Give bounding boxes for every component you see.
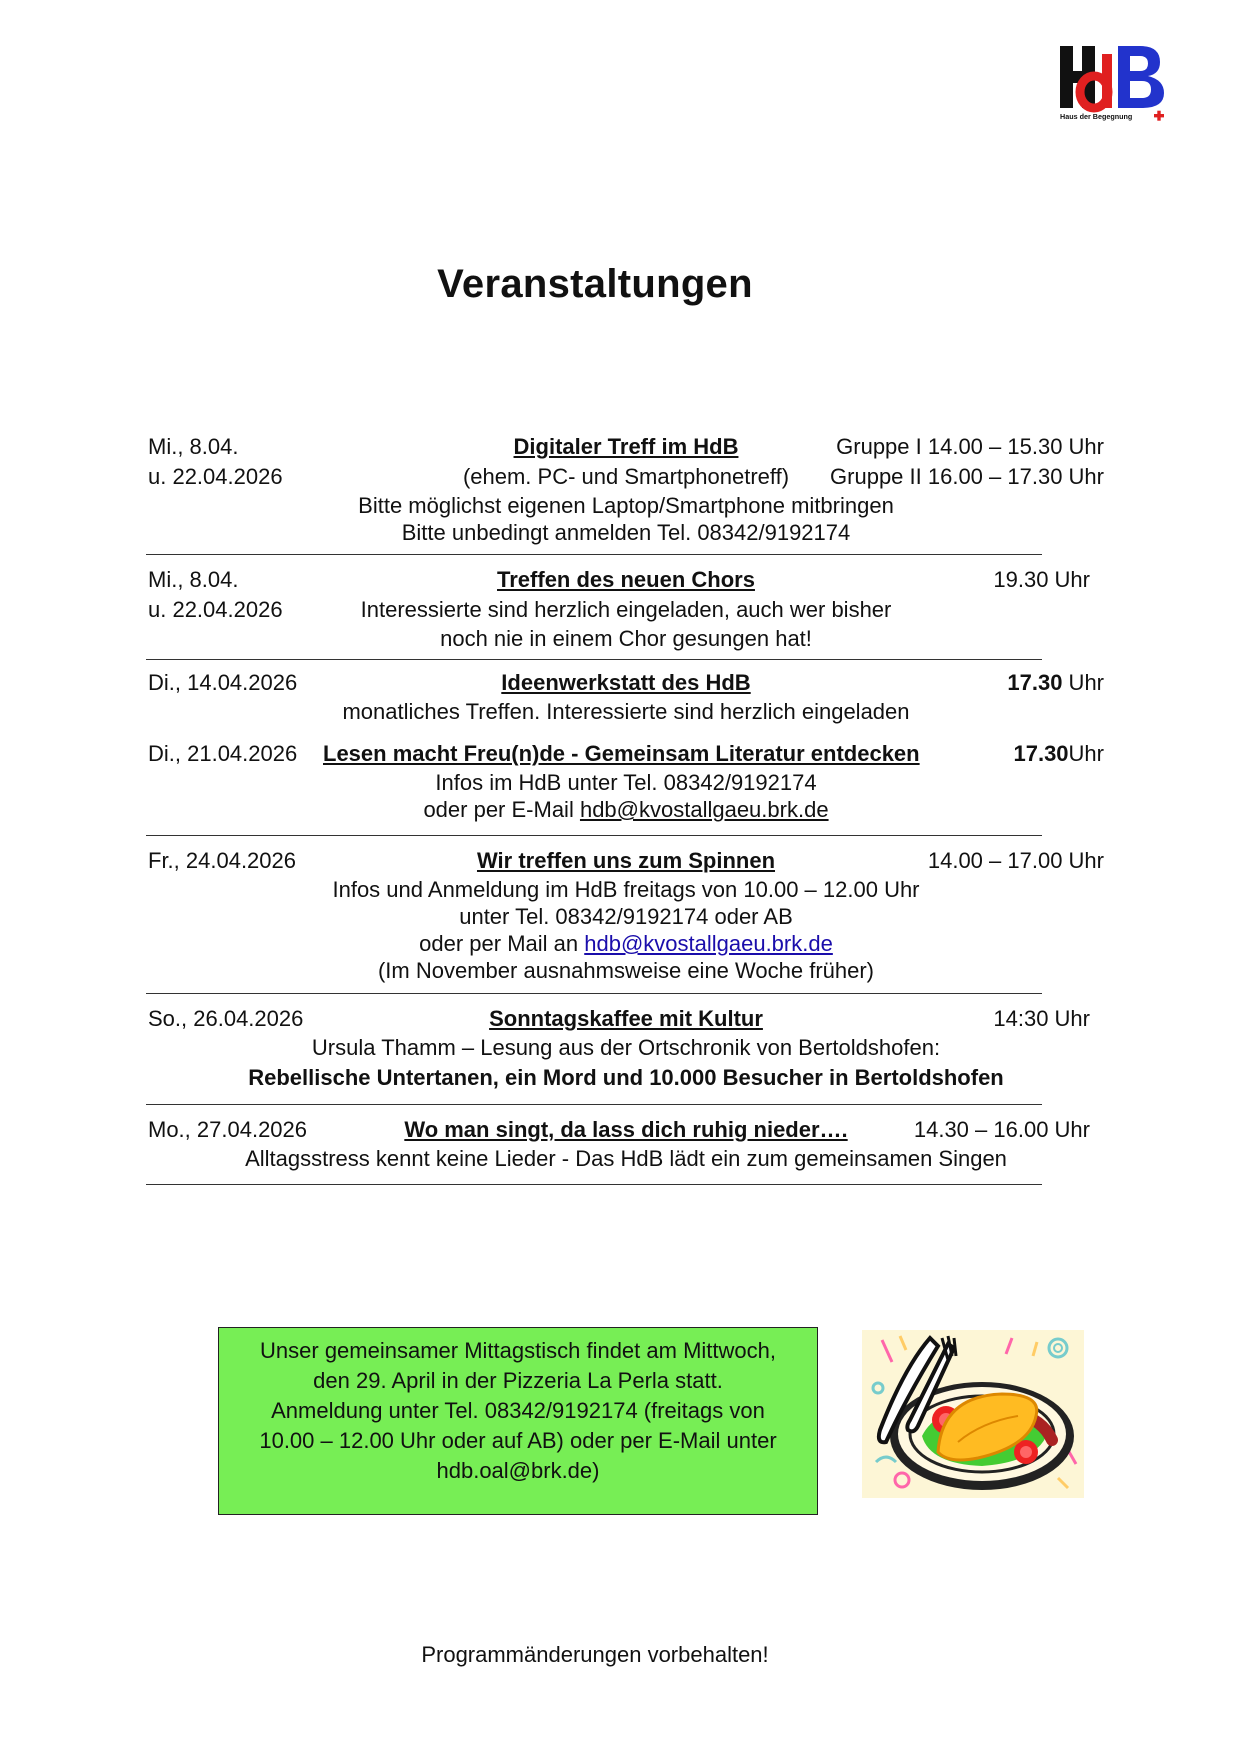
event-time — [1013, 739, 1104, 769]
event-date: u. 22.04.2026 — [148, 597, 283, 622]
event-time: 14:30 Uhr — [993, 1006, 1090, 1031]
event-desc: Interessierte sind herzlich eingeladen, auch wer bisher — [360, 597, 892, 622]
event-time-unit: Uhr — [1068, 741, 1104, 766]
divider — [146, 835, 1042, 836]
event-date: Mo., 27.04.2026 — [148, 1117, 308, 1142]
event-desc — [148, 930, 1104, 957]
event-title: Wo man singt, da lass dich ruhig nieder…. — [404, 1117, 848, 1142]
event-date: Mi., 8.04. — [148, 567, 239, 592]
event-digitaler-treff — [148, 432, 1104, 555]
lunch-text-line: 10.00 – 12.00 Uhr oder auf AB) oder per E-Mail unter — [259, 1428, 777, 1453]
event-title: Digitaler Treff im HdB — [513, 434, 739, 459]
event-date: Fr., 24.04.2026 — [148, 848, 296, 873]
event-lesen — [148, 739, 1104, 836]
event-time: 14.00 – 17.00 Uhr — [927, 848, 1104, 873]
event-time-value: 17.30 — [1013, 741, 1069, 766]
event-note: Bitte unbedingt anmelden Tel. 08342/9192174 — [401, 520, 851, 545]
email-link[interactable]: hdb@kvostallgaeu.brk.de — [579, 797, 829, 822]
event-subtitle: (ehem. PC- und Smartphonetreff) — [462, 464, 790, 489]
event-date: Di., 21.04.2026 — [148, 741, 298, 766]
lunch-text-line: Unser gemeinsamer Mittagstisch findet am Mittwoch, — [260, 1338, 776, 1363]
divider — [146, 554, 1042, 555]
lunch-text-line: Anmeldung unter Tel. 08342/9192174 (freitags von — [271, 1398, 765, 1423]
event-desc: Ursula Thamm – Lesung aus der Ortschronik von Bertoldshofen: — [311, 1035, 941, 1060]
event-time-value: 17.30 — [1007, 670, 1063, 695]
event-desc-prefix: oder per E-Mail — [423, 797, 580, 822]
event-desc: monatliches Treffen. Interessierte sind herzlich eingeladen — [342, 699, 910, 724]
event-title: Sonntagskaffee mit Kultur — [489, 1006, 763, 1031]
event-time: Gruppe I 14.00 – 15.30 Uhr — [836, 434, 1104, 459]
event-desc: Infos im HdB unter Tel. 08342/9192174 — [435, 770, 817, 795]
event-date: So., 26.04.2026 — [148, 1006, 304, 1031]
email-link[interactable]: hdb@kvostallgaeu.brk.de — [584, 931, 833, 956]
event-time-unit: Uhr — [1062, 670, 1104, 695]
event-chor — [148, 565, 1104, 660]
page-title: Veranstaltungen — [437, 262, 753, 306]
divider — [146, 993, 1042, 994]
event-desc-prefix: oder per Mail an — [419, 931, 585, 956]
event-date: Di., 14.04.2026 — [148, 670, 298, 695]
event-title: Wir treffen uns zum Spinnen — [476, 848, 776, 873]
event-date: Mi., 8.04. — [148, 434, 239, 459]
lunch-announcement-box — [218, 1327, 818, 1515]
event-desc — [148, 796, 1104, 823]
event-desc-bold: Rebellische Untertanen, ein Mord und 10.000 Besucher in Bertoldshofen — [248, 1065, 1004, 1090]
event-desc: Infos und Anmeldung im HdB freitags von 10.00 – 12.00 Uhr — [332, 877, 920, 902]
event-ideenwerkstatt — [148, 668, 1104, 739]
event-title: Lesen macht Freu(n)de - Gemeinsam Literatur entdecken — [323, 741, 920, 766]
event-time: 19.30 Uhr — [993, 567, 1090, 592]
divider — [146, 1184, 1042, 1185]
event-desc: (Im November ausnahmsweise eine Woche früher) — [377, 958, 875, 983]
event-desc: Alltagsstress kennt keine Lieder - Das HdB lädt ein zum gemeinsamen Singen — [245, 1146, 1007, 1171]
event-time: Gruppe II 16.00 – 17.30 Uhr — [830, 464, 1104, 489]
event-singen — [148, 1115, 1104, 1185]
lunch-text-line: den 29. April in der Pizzeria La Perla statt. — [313, 1368, 723, 1393]
footer-note: Programmänderungen vorbehalten! — [421, 1642, 769, 1667]
event-desc: unter Tel. 08342/9192174 oder AB — [459, 904, 793, 929]
event-note: Bitte möglichst eigenen Laptop/Smartphone mitbringen — [358, 493, 894, 518]
divider — [146, 1104, 1042, 1105]
hdb-logo — [1058, 40, 1166, 136]
event-title: Treffen des neuen Chors — [497, 567, 755, 592]
hdb-logo-graphic — [1058, 40, 1166, 136]
event-sonntagskaffee — [148, 1004, 1104, 1105]
event-list — [148, 432, 1104, 1185]
event-title: Ideenwerkstatt des HdB — [501, 670, 751, 695]
event-spinnen — [148, 846, 1104, 994]
event-time: 14.30 – 16.00 Uhr — [913, 1117, 1090, 1142]
event-time — [1007, 668, 1104, 698]
event-desc: noch nie in einem Chor gesungen hat! — [440, 626, 812, 651]
lunch-text-line: hdb.oal@brk.de) — [436, 1458, 600, 1483]
plate-with-cutlery-icon — [862, 1330, 1084, 1498]
divider — [146, 659, 1042, 660]
logo-tagline: Haus der Begegnung — [1060, 112, 1133, 121]
event-date: u. 22.04.2026 — [148, 464, 283, 489]
